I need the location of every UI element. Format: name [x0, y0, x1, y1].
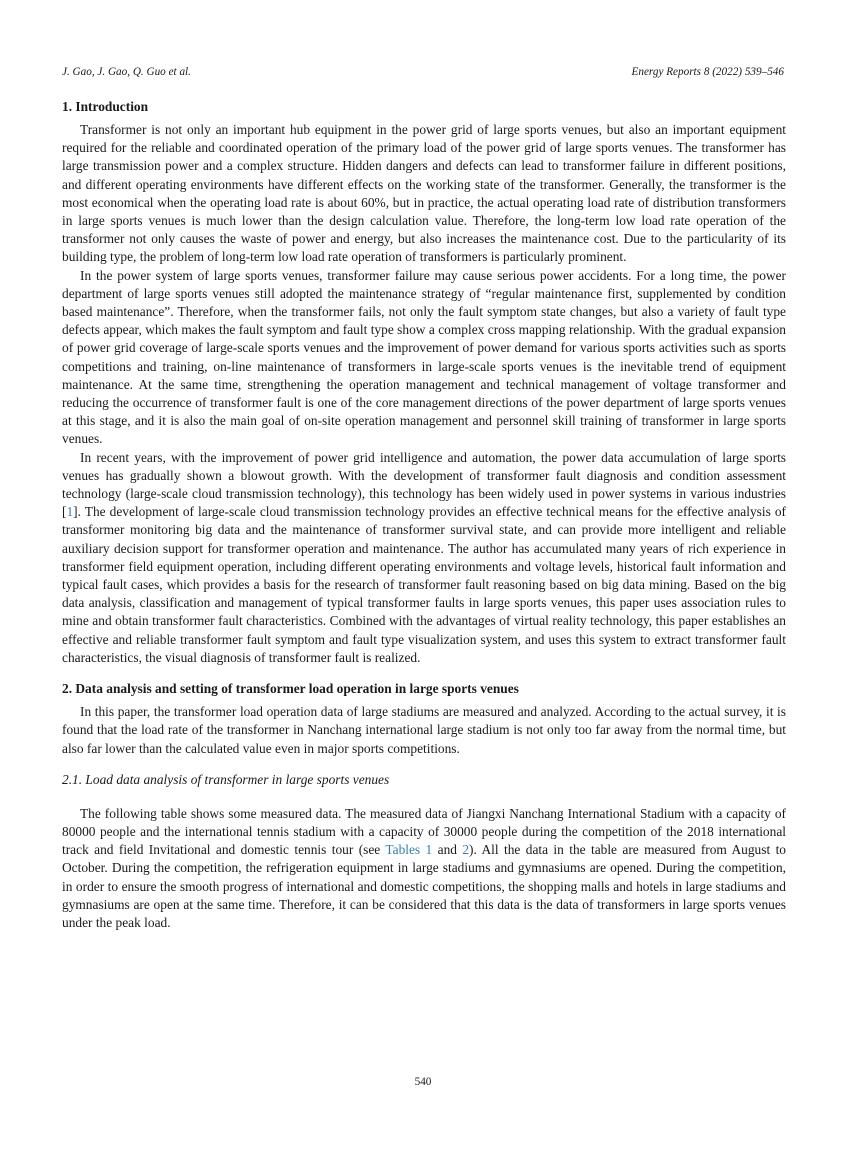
section-2-paragraph-1: In this paper, the transformer load operation data of large stadiums are measured and analyzed. According to the actual survey, it is found that the load rate of the transformer in Nanchang international large stadium is not only too far away from the normal time, but also far lower than the calculated value even in major sports competitions. — [62, 704, 786, 756]
section-2-heading: 2. Data analysis and setting of transformer load operation in large sports venues — [62, 681, 519, 697]
paragraph-text: ]. The development of large-scale cloud transmission technology provides an effective technical means for the effective analysis of transformer monitoring big data and the maintenance of transformer survival state, and can provide more intelligent and reliable auxiliary decision support for transformer operation and maintenance. The author has accumulated many years of rich experience in transformer field equipment operation, including different operating environments and voltage levels, historical fault information and typical fault cases, which provides a basis for the research of transformer fault reasoning based on big data mining. Based on the big data analysis, classification and management of typical transformer faults in large sports venues, this paper uses association rules to mine and obtain transformer fault characteristics. Combined with the advantages of virtual reality technology, this paper establishes an effective and reliable transformer fault symptom and fault type visualization system, and uses this system to extract transformer fault characteristics, the visual diagnosis of transformer fault is realized. — [62, 504, 786, 665]
paragraph-text: In recent years, with the improvement of power grid intelligence and automation, the power data accumulation of large sports venues has gradually shown a blowout growth. With the development of transformer fault diagnosis and condition assessment technology (large-scale cloud transmission technology), this technology has been widely used in power systems in various industries [ — [62, 449, 786, 520]
paragraph-text: and — [432, 842, 463, 858]
paragraph-text: The following table shows some measured data. The measured data of Jiangxi Nanchang International Stadium with a capacity of 80000 people and the international tennis stadium with a capacity of 30000 people during the competition of the 2018 international track and field Invitational and domestic tennis tour (see — [62, 805, 786, 858]
table-1-link[interactable]: Tables 1 — [385, 842, 433, 858]
header-authors: J. Gao, J. Gao, Q. Guo et al. — [62, 66, 191, 78]
table-2-link[interactable]: 2 — [462, 842, 470, 858]
section-1-paragraph-1: Transformer is not only an important hub equipment in the power grid of large sports venues, but also an important equipment required for the reliable and coordinated operation of the primary load of the power grid of large sports venues. The transformer has large transmission power and a complex structure. Hidden dangers and defects can lead to transformer failure in different positions, and different operating environments have different effects on the working state of the transformer. Generally, the transformer is the most economical when the operating load rate is about 60%, but in practice, the actual operating load rate of distribution transformers in large sports venues is much lower than the design calculation value. Therefore, the long-term low load rate operation of the transformer not only causes the waste of power and energy, but also increases the maintenance cost. Due to the particularity of its building type, the problem of long-term low load rate operation of transformers is particularly prominent. — [62, 122, 786, 265]
header-journal-citation: Energy Reports 8 (2022) 539–546 — [631, 66, 784, 78]
article-body — [62, 96, 786, 932]
section-1-heading: 1. Introduction — [62, 99, 149, 114]
reference-link[interactable]: 1 — [66, 504, 74, 520]
section-1-paragraph-3 — [62, 449, 786, 667]
paragraph-text: ). All the data in the table are measured from August to October. During the competition, the refrigeration equipment in large stadiums and gymnasiums are opened. During the competition, in order to ensure the smooth progress of international and domestic competitions, the shopping malls and hotels in large stadiums and gymnasiums are open at the same time. Therefore, it can be considered that this data is the data of transformers in large sports venues under the peak load. — [62, 842, 786, 930]
section-1-paragraph-2: In the power system of large sports venues, transformer failure may cause serious power accidents. For a long time, the power department of large sports venues still adopted the maintenance strategy of “regular maintenance first, supplemented by condition based maintenance”. Therefore, when the transformer fails, not only the fault symptom state changes, but also a variety of fault type defects appear, which makes the fault symptom and fault type show a complex cross mapping relationship. With the gradual expansion of power grid coverage of large-scale sports venues and the improvement of power demand for various sports activities such as sports competitions and training, on-line maintenance of transformers in large-scale sports venues is the inevitable trend of equipment maintenance. At the same time, strengthening the operation management and technical management of voltage transformer and reducing the occurrence of transformer fault is one of the core management directions of the power department of large sports venues at this stage, and it is also the main goal of on-site operation management and personnel skill training of transformer in large sports venues. — [62, 267, 786, 447]
page-number: 540 — [414, 1076, 432, 1088]
running-header — [62, 66, 784, 82]
subsection-2-1-paragraph-1 — [62, 805, 786, 932]
subsection-2-1-heading: 2.1. Load data analysis of transformer in large sports venues — [62, 771, 390, 787]
